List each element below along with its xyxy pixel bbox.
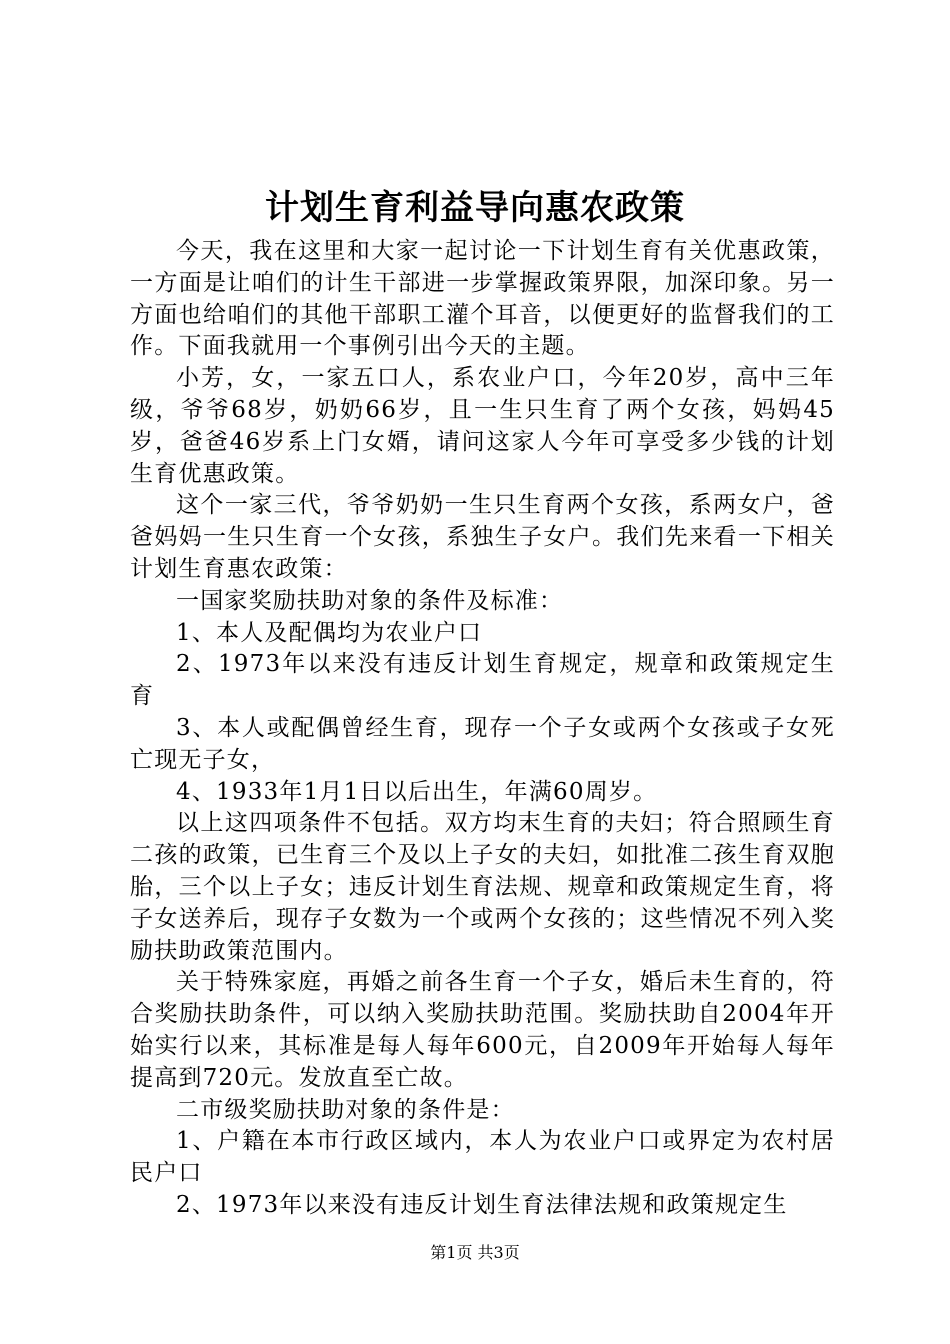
list-item: 3、本人或配偶曾经生育，现存一个子女或两个女孩或子女死亡现无子女，	[130, 714, 835, 773]
page-number: 第1页 共3页	[430, 1243, 520, 1262]
paragraph-special-family: 关于特殊家庭，再婚之前各生育一个子女，婚后未生育的，符合奖励扶助条件，可以纳入奖励扶助范围。奖励扶助自2004年开始实行以来，其标准是每人每年600元，自2009年开始每人每年提高到720元。发放直至亡故。	[130, 969, 835, 1091]
document-body	[130, 236, 835, 1222]
list-item: 2、1973年以来没有违反计划生育法律法规和政策规定生	[176, 1191, 788, 1218]
list-item: 2、1973年以来没有违反计划生育规定，规章和政策规定生育	[130, 651, 835, 710]
list-item: 4、1933年1月1日以后出生，年满60周岁。	[176, 778, 658, 805]
section-heading-city: 二市级奖励扶助对象的条件是：	[176, 1096, 515, 1123]
section-heading-national: 一国家奖励扶助对象的条件及标准：	[176, 587, 564, 614]
paragraph-exclusions: 以上这四项条件不包括。双方均末生育的夫妇；符合照顾生育二孩的政策，已生育三个及以上子女的夫妇，如批准二孩生育双胞胎，三个以上子女；违反计划生育法规、规章和政策规定生育，将子女送养后，现存子女数为一个或两个女孩的；这些情况不列入奖励扶助政策范围内。	[130, 810, 835, 964]
document-title: 计划生育利益导向惠农政策	[265, 188, 685, 228]
list-item: 1、本人及配偶均为农业户口	[176, 619, 483, 646]
paragraph-intro: 今天，我在这里和大家一起讨论一下计划生育有关优惠政策，一方面是让咱们的计生干部进一步掌握政策界限，加深印象。另一方面也给咱们的其他干部职工灌个耳音，以便更好的监督我们的工作。下面我就用一个事例引出今天的主题。	[130, 238, 835, 360]
list-item: 1、户籍在本市行政区域内，本人为农业户口或界定为农村居民户口	[130, 1128, 835, 1187]
paragraph-family: 这个一家三代，爷爷奶奶一生只生育两个女孩，系两女户，爸爸妈妈一生只生育一个女孩，系独生子女户。我们先来看一下相关计划生育惠农政策：	[130, 492, 835, 582]
paragraph-case: 小芳，女，一家五口人，系农业户口，今年20岁，高中三年级，爷爷68岁，奶奶66岁，且一生只生育了两个女孩，妈妈45岁，爸爸46岁系上门女婿，请问这家人今年可享受多少钱的计划生育优惠政策。	[130, 365, 835, 487]
